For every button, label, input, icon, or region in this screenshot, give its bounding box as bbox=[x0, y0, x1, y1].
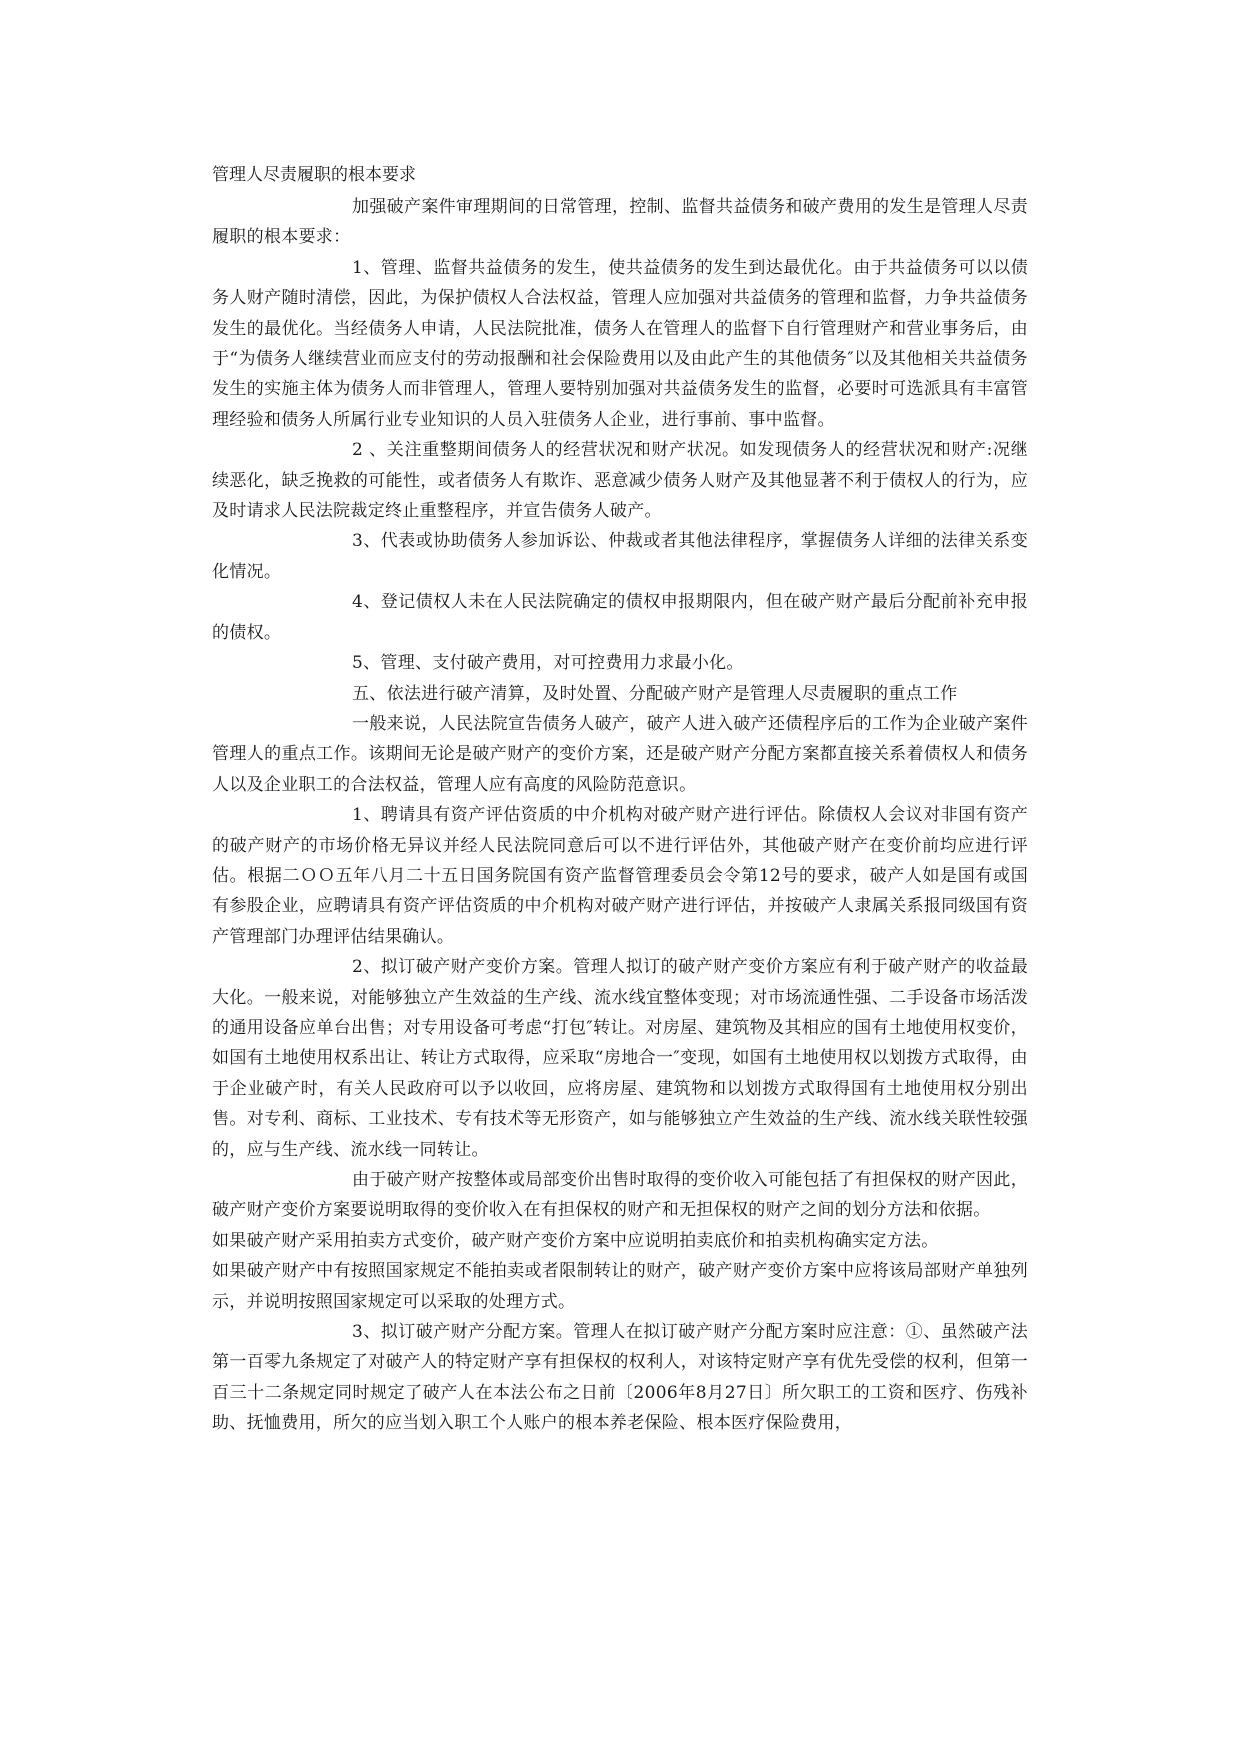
body-paragraph: 如果破产财产采用拍卖方式变价，破产财产变价方案中应说明拍卖底价和拍卖机构确实定方法。 bbox=[212, 1230, 939, 1251]
body-paragraph: 2 、关注重整期间债务人的经营状况和财产状况。如发现债务人的经营状况和财产:况继续恶化，缺乏挽救的可能性，或者债务人有欺诈、恶意减少债务人财产及其他显著不利于债权人的行为，应及时请求人民法院裁定终止重整程序，并宣告债务人破产。 bbox=[212, 440, 1028, 522]
document-title: 管理人尽责履职的根本要求 bbox=[212, 165, 416, 185]
body-paragraph: 由于破产财产按整体或局部变价出售时取得的变价收入可能包括了有担保权的财产因此，破产财产变价方案要说明取得的变价收入在有担保权的财产和无担保权的财产之间的划分方法和依据。 bbox=[212, 1170, 1028, 1221]
body-paragraph: 5、管理、支付破产费用，对可控费用力求最小化。 bbox=[352, 653, 744, 674]
body-paragraph: 加强破产案件审理期间的日常管理，控制、监督共益债务和破产费用的发生是管理人尽责履职的根本要求： bbox=[212, 197, 1028, 248]
document-page bbox=[212, 160, 1028, 1439]
body-paragraph: 一般来说，人民法院宣告债务人破产，破产人进入破产还债程序后的工作为企业破产案件管理人的重点工作。该期间无论是破产财产的变价方案，还是破产财产分配方案都直接关系着债权人和债务人以及企业职工的合法权益，管理人应有高度的风险防范意识。 bbox=[212, 713, 1028, 795]
document-body bbox=[212, 192, 1028, 1439]
body-paragraph: 3、拟订破产财产分配方案。管理人在拟订破产财产分配方案时应注意：①、虽然破产法第一百零九条规定了对破产人的特定财产享有担保权的权利人，对该特定财产享有优先受偿的权利，但第一百三十二条规定同时规定了破产人在本法公布之日前〔2006年8月27日〕所欠职工的工资和医疗、伤残补助、抚恤费用，所欠的应当划入职工个人账户的根本养老保险、根本医疗保险费用， bbox=[212, 1322, 1028, 1434]
body-paragraph: 1、聘请具有资产评估资质的中介机构对破产财产进行评估。除债权人会议对非国有资产的破产财产的市场价格无异议并经人民法院同意后可以不进行评估外，其他破产财产在变价前均应进行评估。根据二ＯＯ五年八月二十五日国务院国有资产监督管理委员会令第12号的要求，破产人如是国有或国有参股企业，应聘请具有资产评估资质的中介机构对破产财产进行评估，并按破产人隶属关系报同级国有资产管理部门办理评估结果确认。 bbox=[212, 805, 1028, 947]
body-paragraph: 1、管理、监督共益债务的发生，使共益债务的发生到达最优化。由于共益债务可以以债务人财产随时清偿，因此，为保护债权人合法权益，管理人应加强对共益债务的管理和监督，力争共益债务发生的最优化。当经债务人申请，人民法院批准，债务人在管理人的监督下自行管理财产和营业事务后，由于“为债务人继续营业而应支付的劳动报酬和社会保险费用以及由此产生的其他债务″以及其他相关共益债务发生的实施主体为债务人而非管理人，管理人要特别加强对共益债务发生的监督，必要时可选派具有丰富管理经验和债务人所属行业专业知识的人员入驻债务人企业，进行事前、事中监督。 bbox=[212, 257, 1028, 430]
body-paragraph: 五、依法进行破产清算，及时处置、分配破产财产是管理人尽责履职的重点工作 bbox=[352, 683, 958, 704]
body-paragraph: 2、拟订破产财产变价方案。管理人拟订的破产财产变价方案应有利于破产财产的收益最大化。一般来说，对能够独立产生效益的生产线、流水线宜整体变现；对市场流通性强、二手设备市场活泼的通用设备应单台出售；对专用设备可考虑“打包″转让。对房屋、建筑物及其相应的国有土地使用权变价，如国有土地使用权系出让、转让方式取得，应采取“房地合一″变现，如国有土地使用权以划拨方式取得，由于企业破产时，有关人民政府可以予以收回，应将房屋、建筑物和以划拨方式取得国有土地使用权分别出售。对专利、商标、工业技术、专有技术等无形资产，如与能够独立产生效益的生产线、流水线关联性较强的，应与生产线、流水线一同转让。 bbox=[212, 957, 1028, 1160]
body-paragraph: 如果破产财产中有按照国家规定不能拍卖或者限制转让的财产，破产财产变价方案中应将该局部财产单独列示，并说明按照国家规定可以采取的处理方式。 bbox=[212, 1261, 1028, 1312]
body-paragraph: 3、代表或协助债务人参加诉讼、仲裁或者其他法律程序，掌握债务人详细的法律关系变化情况。 bbox=[212, 531, 1028, 582]
body-paragraph: 4、登记债权人未在人民法院确定的债权申报期限内，但在破产财产最后分配前补充申报的债权。 bbox=[212, 592, 1028, 643]
